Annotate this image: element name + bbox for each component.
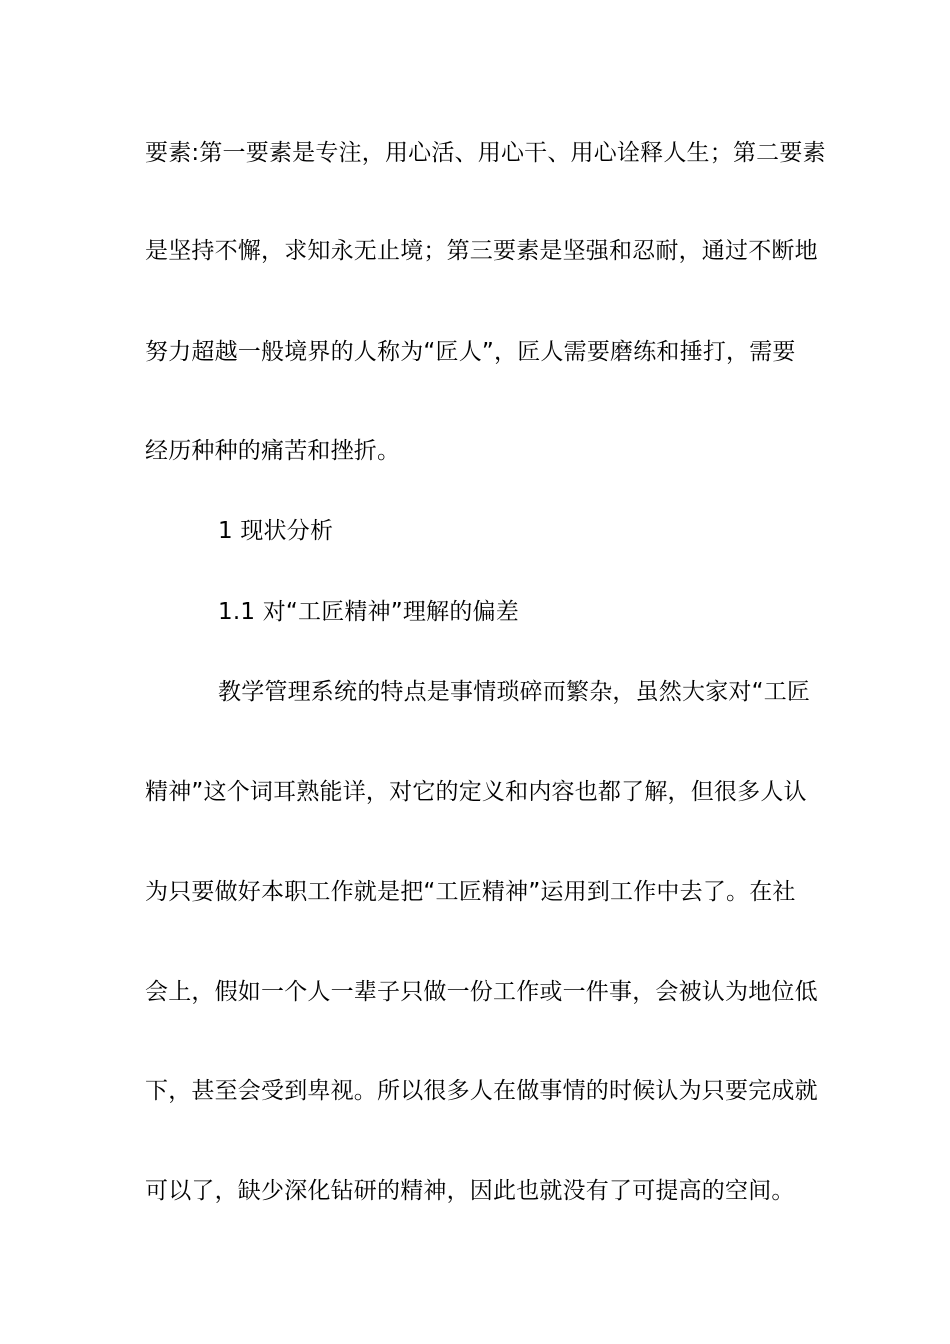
paragraph-line: 会上，假如一个人一辈子只做一份工作或一件事，会被认为地位低 xyxy=(145,979,818,1005)
paragraph-line: 经历种种的痛苦和挫折。 xyxy=(145,438,401,464)
subsection-heading: 1.1 对“工匠精神”理解的偏差 xyxy=(218,599,519,625)
paragraph-line: 精神”这个词耳熟能详，对它的定义和内容也都了解，但很多人认 xyxy=(145,779,807,805)
paragraph-line: 努力超越一般境界的人称为“匠人”，匠人需要磨练和捶打，需要 xyxy=(145,339,796,365)
paragraph-line: 下，甚至会受到卑视。所以很多人在做事情的时候认为只要完成就 xyxy=(145,1078,818,1104)
paragraph-line: 为只要做好本职工作就是把“工匠精神”运用到工作中去了。在社 xyxy=(145,879,796,905)
paragraph-line: 可以了，缺少深化钻研的精神，因此也就没有了可提高的空间。 xyxy=(145,1178,795,1204)
paragraph-line: 要素:第一要素是专注，用心活、用心干、用心诠释人生；第二要素 xyxy=(145,140,826,166)
paragraph-line: 是坚持不懈，求知永无止境；第三要素是坚强和忍耐，通过不断地 xyxy=(145,238,818,264)
section-heading: 1 现状分析 xyxy=(218,518,334,544)
paragraph-line: 教学管理系统的特点是事情琐碎而繁杂，虽然大家对“工匠 xyxy=(218,679,811,705)
